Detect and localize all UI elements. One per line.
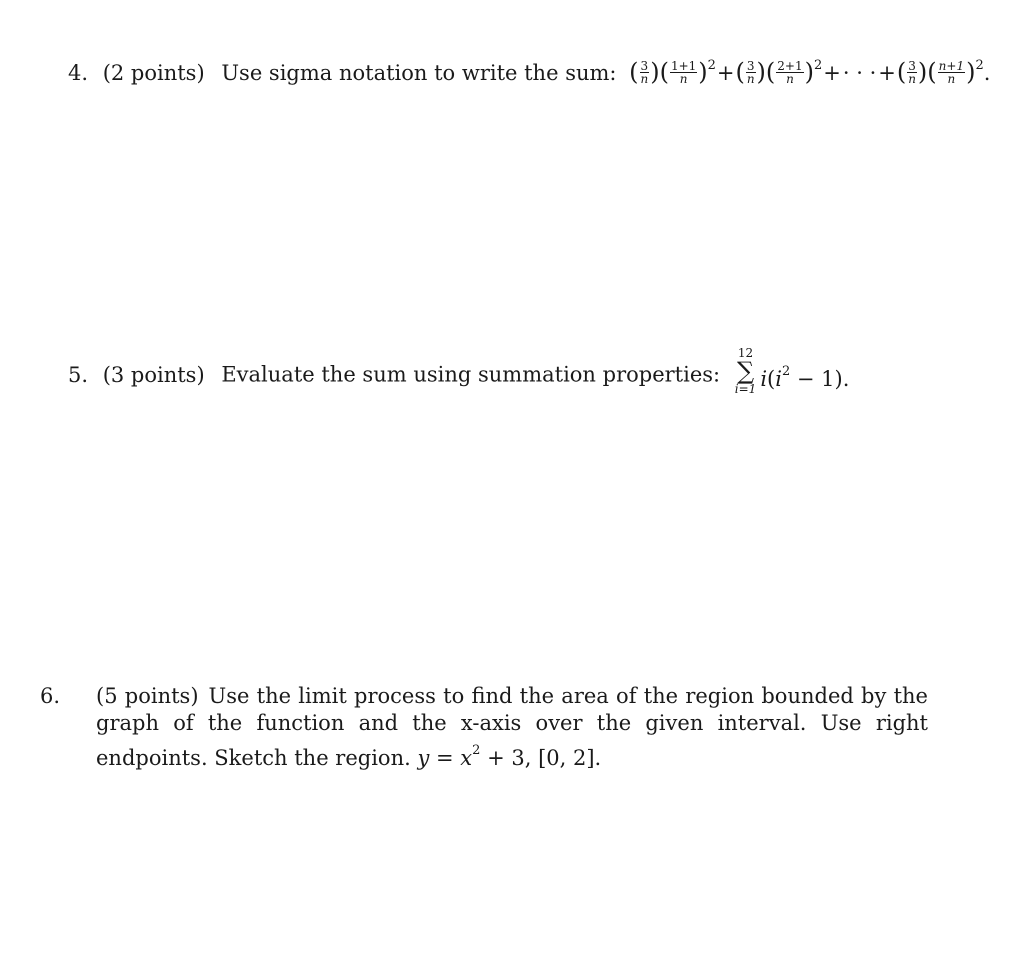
problem-number: 4. [68,61,89,85]
problem-body [40,683,928,772]
function-expression: $y = x^2 + 3$, [0, 2]. [417,743,602,770]
problem-points: (3 points) [102,362,205,387]
problem-5 [68,346,968,400]
sigma-symbol: 12 ∑ i=1 [734,346,757,396]
sum-expression: $i(i^2 - 1)$. [760,363,850,391]
problem-points: (5 points) [96,684,199,708]
sigma-lower-limit: i=1 [734,382,757,396]
problem-points: (2 points) [102,61,205,85]
problem-6 [40,683,928,772]
problem-text: Evaluate the sum using summation properties: [221,362,721,387]
sum-expression: ( $\frac{3}{n}$ )( $\frac{1+1}{n}$ )$^2$+( $\frac{3}{n}$ )( $\frac{2+1}{n}$ )$^2$+· · ·+( $\frac{3}{n}$ )( $\frac{n+1}{n}$ )$^2$. [629,58,991,86]
problem-text: Use the limit process to find the area of the region bounded by the graph of the function and the x-axis over the given interval. Use right endpoints. Sketch the region. [96,684,928,770]
problem-4 [68,52,991,87]
problem-text: Use sigma notation to write the sum: [221,61,617,85]
problem-number: 5. [68,362,89,387]
problem-number: 6. [40,684,61,708]
sigma-upper-limit: 12 [737,346,754,360]
